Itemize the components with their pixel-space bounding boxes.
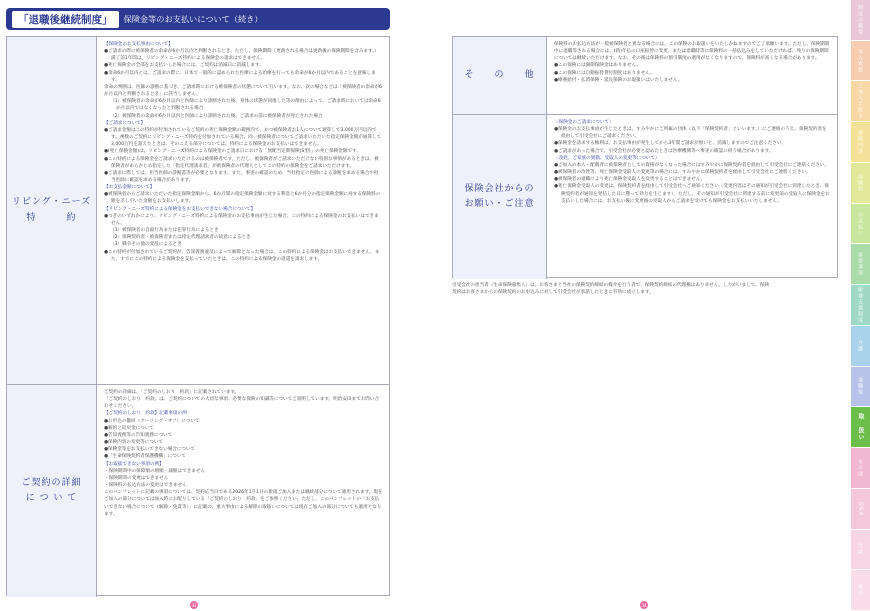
- paragraph: 余命の判断は、医師の診断に基づき、ご請求時における被保険者の状態について行います。なお、次の場合などは「被保険者の余命が6か月以内と判断されるとき」に該当しません。: [104, 84, 382, 98]
- subheading: 【リビング・ニーズ特約による保険金をお支払いできない場合について】: [104, 206, 256, 212]
- footnote: 引受会社の担当者（生命保険募集人）は、お客さまと当社の保険契約締結の媒介を行う者で、保険契約締結の代理権はありません。したがいまして、保険契約はお客さまからの保険契約のお申込みに対して引受会社が承諾したときに有効に成立します。: [452, 283, 770, 296]
- side-tab[interactable]: 保障内容: [851, 122, 870, 162]
- subheading: 〈改姓、ご家族の異動、受取人の変更等について〉: [554, 155, 660, 161]
- bullet-item: ●この特約が付加されているご契約が、告知義務違反によって解除となった場合は、この特約による保険金はお支払いできません。また、すでにこの特約による保険金を支払っていたときは、この特約による保険金の返還を請求します。: [104, 249, 380, 262]
- subheading: 【保険金のお支払事由について】: [104, 42, 173, 47]
- section-subtitle: 保険金等のお支払いについて（続き）: [123, 13, 263, 24]
- row-label: そ の 他: [453, 37, 547, 114]
- subheading: 〈保険金のご請求について〉: [554, 120, 614, 125]
- row-content: [98, 385, 389, 597]
- bullet-item: ●つぎのいずれかにより、リビング・ニーズ特約による保険金のお支払事由が生じた場合、この特約による保険金のお支払いはできません。: [104, 213, 379, 226]
- bullet-item: ●死亡保険金の全部をお支払いした場合には、ご契約は消滅日に消滅します。: [104, 63, 264, 69]
- bullet-item: ●被保険者の改姓等、死亡保険金受取人の変更等の場合には、すみやかに保険契約者を経由して引受会社にご連絡ください。: [554, 170, 811, 176]
- side-tab[interactable]: 介護: [851, 326, 870, 366]
- paragraph: ご契約の詳細は、「ご契約のしおり 約款」に記載されています。: [104, 390, 240, 395]
- table-row: [453, 37, 837, 115]
- row-label: 保険会社からの お願い・ご注意: [453, 115, 547, 279]
- bullet-item: ●被保険者の退職により死亡保険金受取人を変更することはできません。: [554, 177, 706, 183]
- paragraph: 「ご契約のしおり 約款」は、ご契約についての大切な事項、必要な保険の知識等についてご説明しています。明治安田までお問い合わせください。: [104, 397, 380, 410]
- bullet-item: ●ご請求金額はこの特約が付加されているご契約の死亡保険金額の範囲内で、かつ被保険者お1人について通算して3,000万円以内です。複数のご契約にリビング・ニーズ特約を付加されている場合、同一被保険者についてご請求いただいた指定保険金額が通算して3,000万円を超えたときは、そのこえる部分については、特約による保険金のお支払いはできません。: [104, 127, 382, 148]
- side-tab[interactable]: 索引: [851, 570, 870, 610]
- page-number-right: 34: [641, 602, 647, 608]
- side-tab[interactable]: 退職後: [851, 367, 870, 407]
- bullet-item: ●この特約による保険金をご請求いただけるのは被保険者です。ただし、被保険者がご請求いただけない特別な事情があるときは、被保険者があらかじめ指定した「指定代理請求者」が被保険者の代理人としてこの特約の保険金をご請求いただけます。: [104, 156, 379, 169]
- side-tab[interactable]: 療養支援制度: [851, 285, 870, 325]
- bullet-item: ●(死亡保険金額)は、リビング・ニーズ特約による保険金のご請求日における「無配当定期保険(S型)」の死亡保険金額です。: [104, 149, 361, 155]
- paragraph: （2）保険契約者・被保険者または指定代理請求者の故意によるとき: [110, 235, 251, 241]
- paragraph: （1）被保険者の余命が6か月以内と医師により診断された後、身体の状態が回復した等の理由によって、ご請求時においては余命6か月以内ではなくなったと判断される場合: [110, 99, 381, 112]
- paragraph: （1）被保険者の自殺行為または犯罪行為によるとき: [110, 228, 219, 234]
- paragraph: ・保険料の払込方法の変更はできません: [104, 483, 187, 489]
- row-content: [548, 115, 837, 279]
- bullet-item: ●余命6か月以内とは、ご請求の際に、日本で一般的に認められた医療による治療を行っても余命が6か月以内であることを意味します。: [104, 70, 376, 83]
- side-tab[interactable]: 重要事項: [851, 244, 870, 284]
- bullet-item: ●保険金等をお支払いできない場合について: [104, 447, 196, 453]
- page-number-left: 33: [191, 602, 197, 608]
- bullet-item: ●療養給付・払済保険・延長保険のお取扱いはいたしません。: [554, 77, 683, 83]
- side-tab[interactable]: お支払い: [851, 204, 870, 244]
- paragraph: 保険料のお払込方法が一般被保険者と異なる場合には、この保険のお取扱いをいたしかねますのでご了承願います。ただし、保険期間中に退職等される場合には、(新)年払の口座振替に変更、または退職時等に保険料の一括払込みをしていただければ、残りの保険期間については継続いただけます。なお、その後は保険料の割引制度の適用がなくなりますので、保険料が高くなる場合があります。: [554, 42, 830, 62]
- paragraph: （3）戦争その他の変乱によるとき: [110, 242, 182, 248]
- bullet-item: ●この保険には自動振替貸付制度はありません。: [554, 70, 655, 76]
- paragraph: ・保険期間の変更はできません: [104, 475, 169, 481]
- row-label: ご契約の詳細 に つ い て: [7, 385, 97, 597]
- section-title: 「退職後継続制度」: [12, 11, 119, 28]
- subheading: 【お支払金額について】: [104, 185, 155, 191]
- side-tab[interactable]: 制度の概要: [851, 0, 870, 40]
- bullet-item: ●解約と返戻金について: [104, 425, 154, 431]
- row-content: [548, 37, 837, 114]
- bullet-item: ●被保険者からご請求いただいた指定保険金額から、6か月間の指定保険金額に対する利息と6か月分の指定保険金額に対する保険料の額を差し引いた金額をお支払いします。: [104, 192, 381, 205]
- side-tab[interactable]: 取 扱い: [851, 407, 870, 447]
- side-tab[interactable]: ご加入手続き: [851, 81, 870, 121]
- paragraph: （2）被保険者の余命が6か月以内と医師により診断された後、ご請求の前に被保険者が死亡された場合: [110, 113, 323, 119]
- table-row: [7, 37, 389, 385]
- bullet-item: ●お申込の撤回（クーリング・オフ）について: [104, 418, 200, 424]
- side-tab[interactable]: 付録: [851, 530, 870, 570]
- side-tab[interactable]: 保険料: [851, 163, 870, 203]
- bullet-item: ●「生命保険契約者保護機構」について: [104, 454, 187, 460]
- bullet-item: ●ご加入の本人・配偶者に被保険者としての資格がなくなった場合にはすみやかに保険契約者を経由して引受会社にご連絡ください。: [554, 162, 830, 168]
- bullet-item: ●保険金を請求する権利は、お支払事由が発生してから3年間ご請求が無いと、消滅しますのでご注意ください。: [554, 141, 787, 147]
- side-tab[interactable]: 加入資格: [851, 41, 870, 81]
- side-index-tabs: [851, 0, 870, 611]
- left-info-table: [6, 36, 390, 596]
- right-info-table: [452, 36, 838, 278]
- paragraph: このパンフレットに記載の事項については、契約応当日である2026年1月1日の新規ご加入または継続部分について適用されます。現在ご加入の部分については加入時にお配りしている「ご契約のしおり 約款」をご参照ください。ただし、このパンフレットの「お支払いできない場合について（解除・免責等）」に記載の、重大事由による解除の取扱いについては現在ご加入の部分についても適用となります。: [104, 490, 383, 517]
- bullet-item: ●この保険には満期保険金はありません。: [554, 63, 641, 69]
- bullet-item: ●保険金のお支払事由が生じたときは、すみやかにご所属の団体（以下「保険契約者」といいます。）にご連絡のうえ、保険契約者を経由して引受会社にご請求ください。: [554, 127, 827, 140]
- section-title-bar: [6, 8, 390, 30]
- bullet-item: ●死亡保険金受取人の変更は、保険契約者を経由して引受会社へご通知ください（変更内容はその通知が引受会社に到達したとき、保険契約者が通知を発信した日に遡って効力を生じます）。ただし、その通知が引受会社に到達する前に変更前の受取人に保険金をお支払いした場合には、お支払い後に変更後の受取人からご請求を受けても保険金をお支払いいたしません。: [554, 184, 830, 204]
- subheading: 【お取扱できない事項の例】: [104, 461, 164, 467]
- bullet-item: ●ご請求に際しては、担当医師の診断書等が必要となります。また、事実の確認のため、当社指定の医師による診断を求める場合や担当医師に確認を求める場合があります。: [104, 170, 379, 183]
- subheading: 【ご契約のしおり 約款】記載事項の例: [104, 411, 187, 417]
- table-row: [7, 385, 389, 597]
- side-tab[interactable]: その他: [851, 448, 870, 488]
- bullet-item: ●ご請求があった場合で、引受会社が必要と認めたときは医療機関等へ事実の確認に伺う場合があります。: [554, 148, 774, 154]
- bullet-item: ●ご請求の際に被保険者の余命が6か月以内と判断されるとき。ただし、保険期間（更新される場合は更新後の保険期間を含みます。）満了前1年間は、リビング・ニーズ特約による保険金の請求はできません。: [104, 49, 380, 62]
- bullet-item: ●保険内容の変更等について: [104, 440, 164, 446]
- row-label: リビング・ニーズ 特 約: [7, 37, 97, 384]
- side-tab[interactable]: Q&A: [851, 489, 870, 529]
- paragraph: ・保険期間中の保障額の増額・減額はできません: [104, 468, 206, 474]
- table-row: [453, 115, 837, 279]
- row-content: [98, 37, 389, 384]
- subheading: 【ご請求について】: [104, 120, 146, 126]
- bullet-item: ●告知義務等の告知義務について: [104, 432, 173, 438]
